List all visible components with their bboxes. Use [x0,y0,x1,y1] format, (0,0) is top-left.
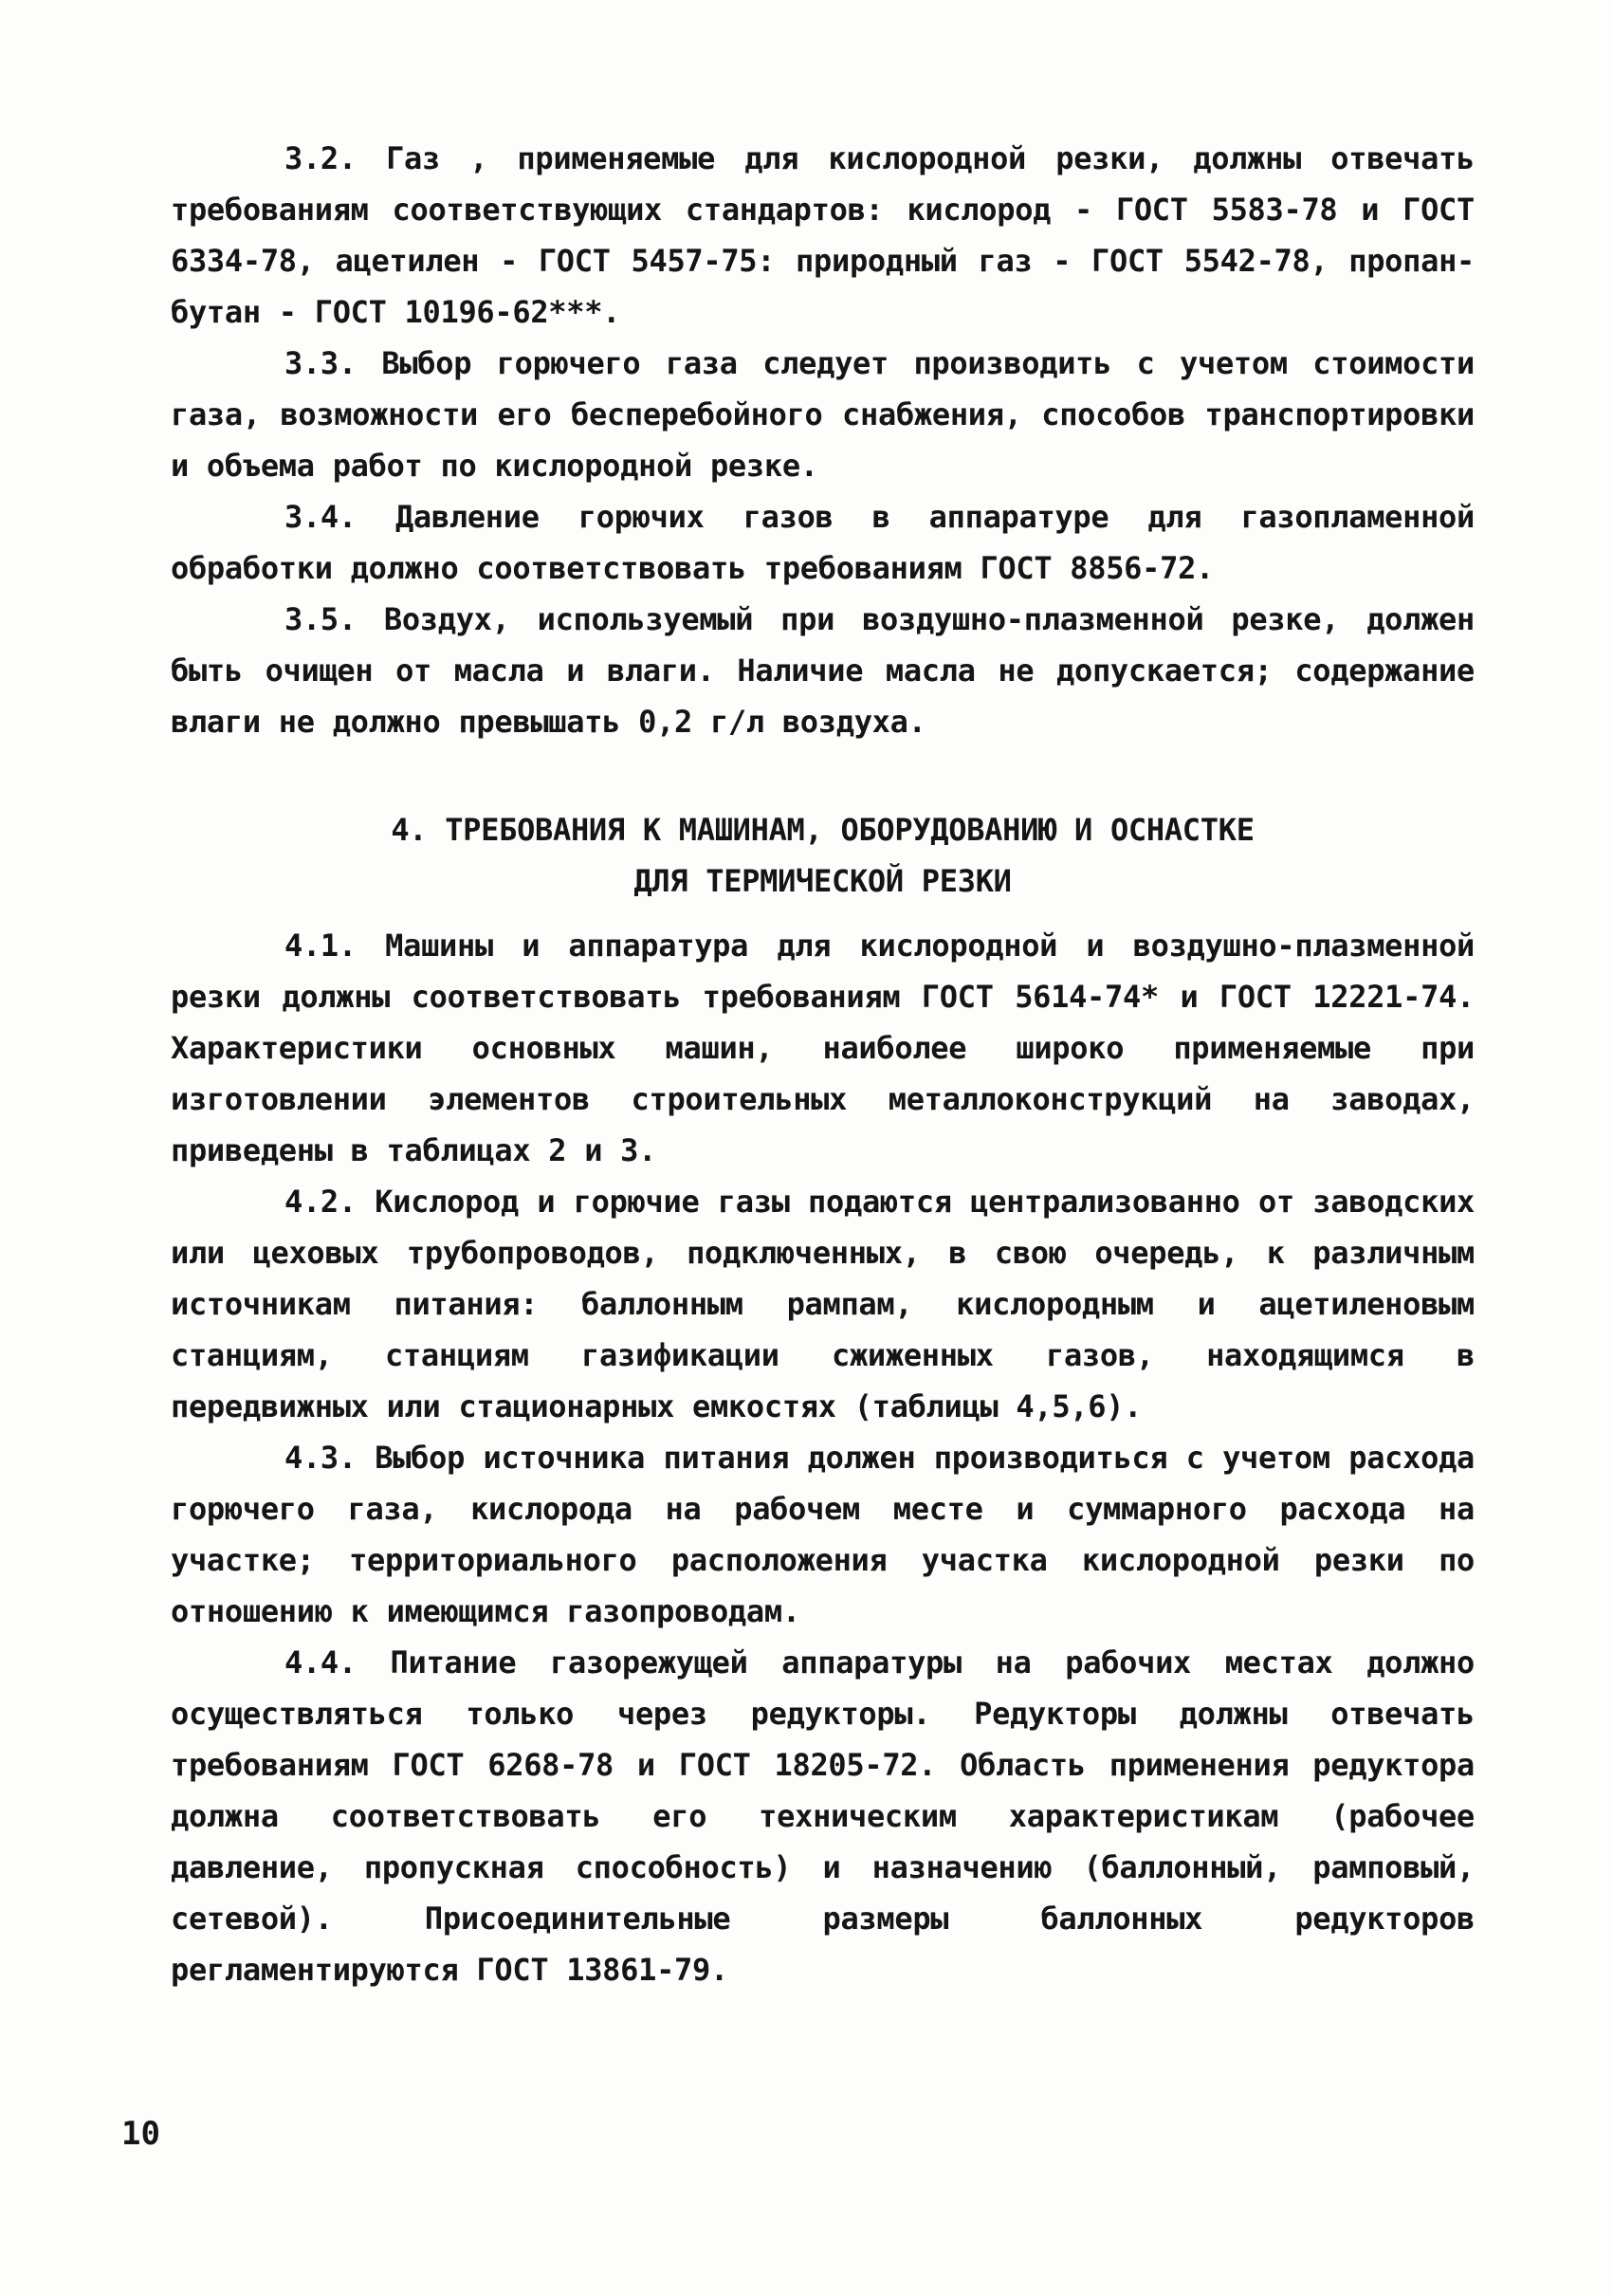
paragraph-4-4: 4.4. Питание газорежущей аппаратуры на рабочих местах должно осуществляться только через редукторы. Редукторы должны отвечать требованиям ГОСТ 6268-78 и ГОСТ 18205-72. Область применения редуктора должна соответствовать его техническим характеристикам (рабочее давление, пропускная способность) и назначению (баллонный, рамповый, сетевой). Присоединительные размеры баллонных редукторов регламентируются ГОСТ 13861-79. [171,1644,1475,1988]
paragraph-4-2: 4.2. Кислород и горючие газы подаются централизованно от заводских или цеховых трубопроводов, подключенных, в свою очередь, к различным источникам питания: баллонным рампам, кислородным и ацетиленовым станциям, станциям газификации сжиженных газов, находящимся в передвижных или стационарных емкостях (таблицы 4,5,6). [171,1184,1475,1424]
section-heading-line-2: ДЛЯ ТЕРМИЧЕСКОЙ РЕЗКИ [633,863,1012,899]
document-body [171,133,1475,1995]
section-4-heading [171,804,1475,907]
paragraph-3-4: 3.4. Давление горючих газов в аппаратуре для газопламенной обработки должно соответствовать требованиям ГОСТ 8856-72. [171,499,1475,586]
paragraph-4-3: 4.3. Выбор источника питания должен производиться с учетом расхода горючего газа, кислорода на рабочем месте и суммарного расхода на участке; территориального расположения участка кислородной резки по отношению к имеющимся газопроводам. [171,1440,1475,1629]
paragraph-3-2: 3.2. Газ , применяемые для кислородной резки, должны отвечать требованиям соответствующих стандартов: кислород - ГОСТ 5583-78 и ГОСТ 6334-78, ацетилен - ГОСТ 5457-75: природный газ - ГОСТ 5542-78, пропан-бутан - ГОСТ 10196-62***. [171,140,1475,330]
paragraph-3-3: 3.3. Выбор горючего газа следует производить с учетом стоимости газа, возможности его бесперебойного снабжения, способов транспортировки и объема работ по кислородной резке. [171,345,1475,484]
section-heading-line-1: 4. ТРЕБОВАНИЯ К МАШИНАМ, ОБОРУДОВАНИЮ И ОСНАСТКЕ [391,812,1255,848]
paragraph-3-5: 3.5. Воздух, используемый при воздушно-плазменной резке, должен быть очищен от масла и влаги. Наличие масла не допускается; содержание влаги не должно превышать 0,2 г/л воздуха. [171,601,1475,740]
page-number: 10 [121,2115,160,2153]
paragraph-4-1: 4.1. Машины и аппаратура для кислородной и воздушно-плазменной резки должны соответствовать требованиям ГОСТ 5614-74* и ГОСТ 12221-74. Характеристики основных машин, наиболее широко применяемые при изготовлении элементов строительных металлоконструкций на заводах, приведены в таблицах 2 и 3. [171,928,1475,1168]
